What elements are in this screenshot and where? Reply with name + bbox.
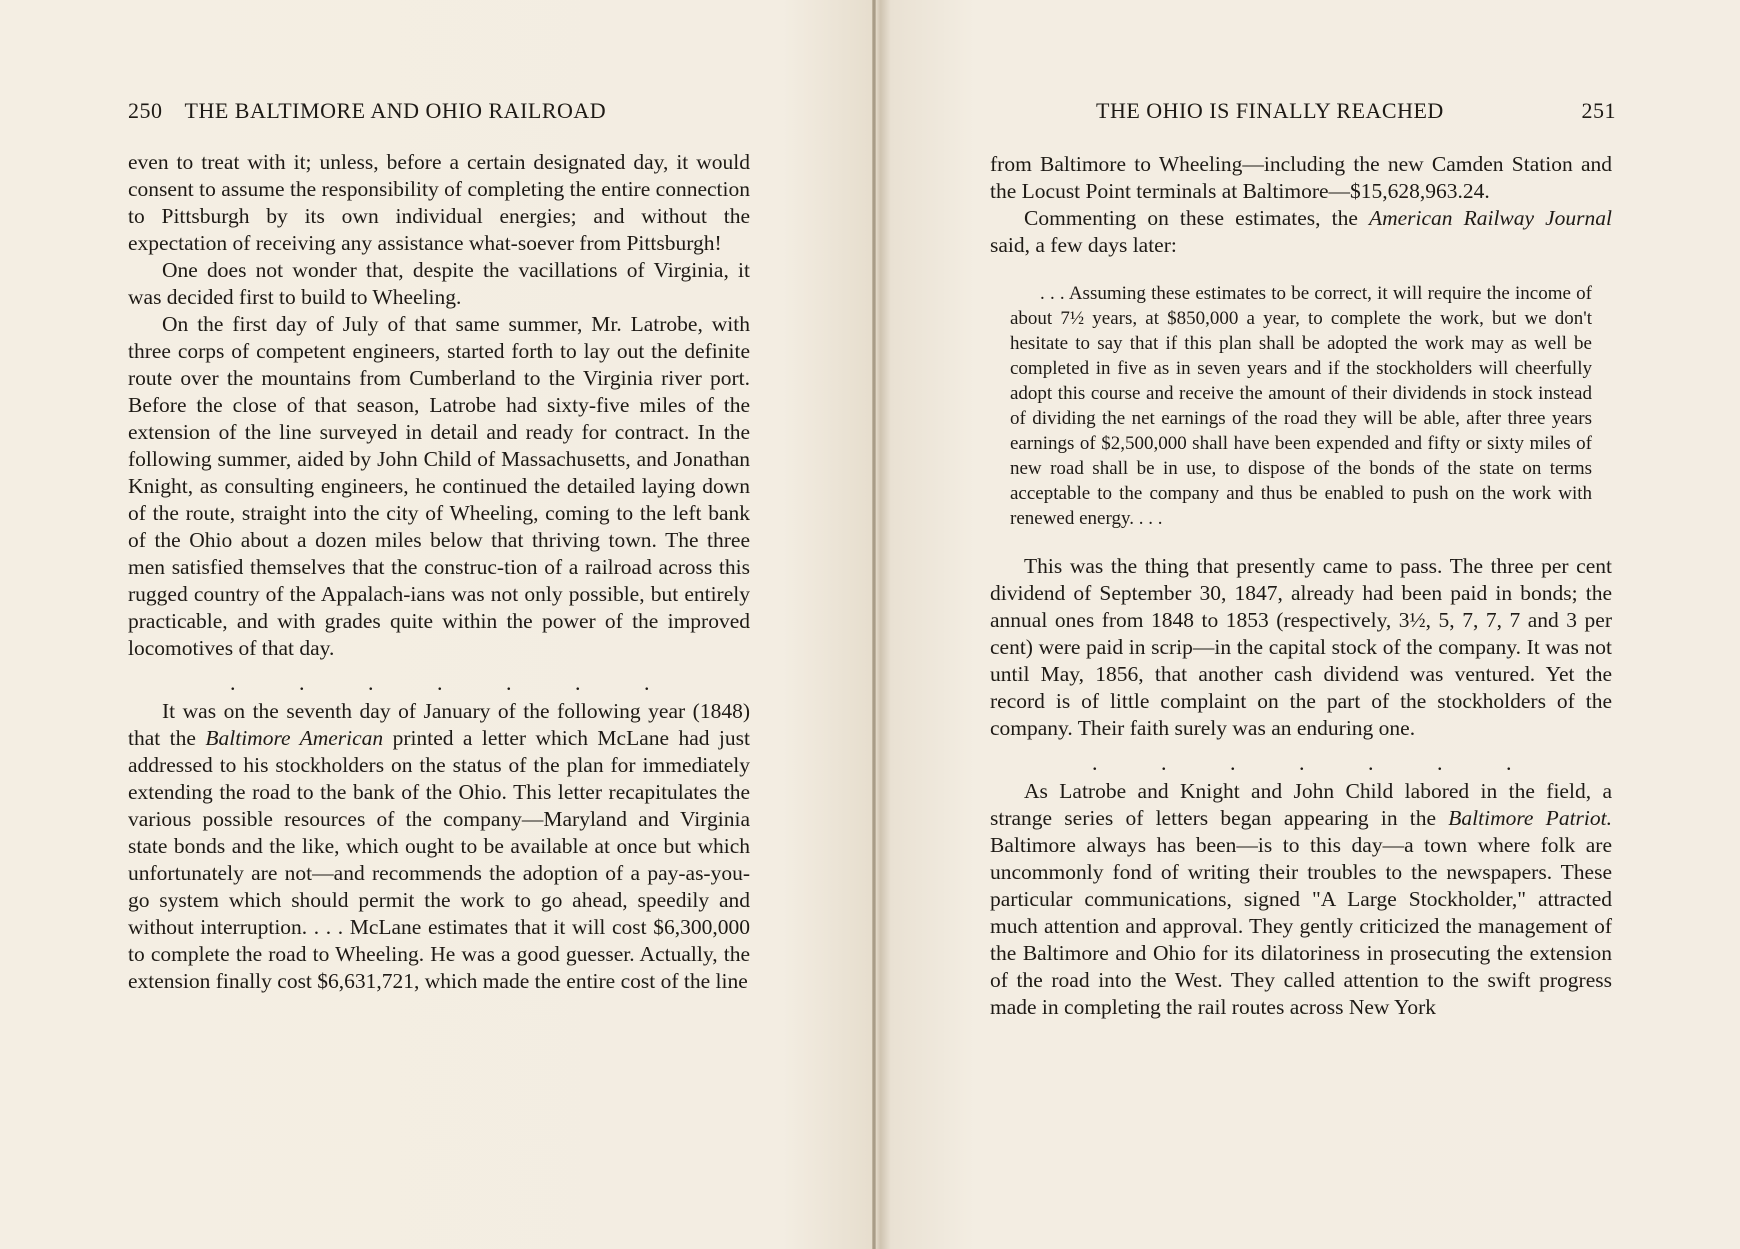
running-head-title-right: THE OHIO IS FINALLY REACHED xyxy=(1096,98,1444,123)
text-run: said, a few days later: xyxy=(990,233,1177,257)
dot: . xyxy=(1506,750,1512,775)
dot: . xyxy=(230,670,236,695)
paragraph xyxy=(128,698,750,995)
body-text-right xyxy=(990,151,1612,1021)
dot: . xyxy=(575,670,581,695)
dot: . xyxy=(506,670,512,695)
paragraph: On the first day of July of that same summer, Mr. Latrobe, with three corps of competent engineers, started forth to lay out the definite route over the mountains from Cumberland to the Virginia river port. Before the close of that season, Latrobe had sixty-five miles of the extension of the line surveyed in detail and ready for contract. In the following summer, aided by John Child of Massachusetts, and Jonathan Knight, as consulting engineers, he continued the detailed laying down of the route, straight into the city of Wheeling, coming to the left bank of the Ohio about a dozen miles below that thriving town. The three men satisfied themselves that the construc-tion of a railroad across this rugged country of the Appalach-ians was not only possible, but entirely practicable, and with grades quite within the power of the improved locomotives of that day. xyxy=(128,312,750,660)
dot: . xyxy=(1230,750,1236,775)
dot: . xyxy=(368,670,374,695)
dot: . xyxy=(1092,750,1098,775)
paragraph: This was the thing that presently came to pass. The three per cent dividend of September 30, 1847, already had been paid in bonds; the annual ones from 1848 to 1853 (respectively, 3½, 5, 7, 7, 7 and 3 per cent) were paid in scrip—in the capital stock of the company. It was not until May, 1856, that another cash dividend was ventured. Yet the record is of little complaint on the part of the stockholders of the company. Their faith surely was an enduring one. xyxy=(990,554,1612,740)
section-break-dots xyxy=(230,670,650,695)
paragraph: from Baltimore to Wheeling—including the new Camden Station and the Locust Point terminals at Baltimore—$15,628,963.24. xyxy=(990,152,1612,203)
dot: . xyxy=(437,670,443,695)
page-number-left: 250 xyxy=(128,98,163,123)
quote-text: . . . Assuming these estimates to be correct, it will require the income of about 7½ years, at $850,000 a year, to complete the work, but we don't hesitate to say that if this plan shall be adopted the work may as well be completed in five as in seven years and if the stockholders will cheerfully adopt this course and receive the amount of their dividends in stock instead of dividing the net earnings of the road they will be able, after three years earnings of $2,500,000 shall have been expended and fifty or sixty miles of new road shall be in use, to dispose of the bonds of the state on terms acceptable to the company and thus be enabled to push on the work with renewed energy. . . . xyxy=(1010,283,1592,529)
running-head-title-left: THE BALTIMORE AND OHIO RAILROAD xyxy=(184,98,607,123)
dot: . xyxy=(644,670,650,695)
paragraph: One does not wonder that, despite the vacillations of Virginia, it was decided first to build to Wheeling. xyxy=(128,258,750,309)
text-run: As Latrobe and Knight and John Child labored in the field, a strange series of letters began appearing in the xyxy=(990,779,1612,830)
newspaper-title: Baltimore American xyxy=(205,726,384,750)
running-head-right xyxy=(988,96,1616,126)
dot: . xyxy=(299,670,305,695)
paragraph: even to treat with it; unless, before a certain designated day, it would consent to assume the responsibility of completing the entire connection to Pittsburgh by its own individual energies; and without the expectation of receiving any assistance what-soever from Pittsburgh! xyxy=(128,150,750,255)
section-break-dots xyxy=(1092,750,1512,775)
journal-title: American Railway Journal xyxy=(1368,206,1612,230)
paragraph xyxy=(990,778,1612,1021)
dot: . xyxy=(1437,750,1443,775)
text-run: It was on the seventh day of January of the following year (1848) that the xyxy=(128,699,750,750)
right-page xyxy=(876,0,1740,1249)
newspaper-title: Baltimore Patriot. xyxy=(1448,806,1612,830)
running-head-left xyxy=(128,96,750,126)
dot: . xyxy=(1299,750,1305,775)
dot: . xyxy=(1368,750,1374,775)
paragraph xyxy=(990,205,1612,259)
text-run: printed a letter which McLane had just addressed to his stockholders on the status of the plan for immediately extending the road to the bank of the Ohio. This letter recapitulates the various possible resources of the company—Maryland and Virginia state bonds and the like, which ought to be available at once but which unfortunately are not—and recommends the adoption of a pay-as-you-go system which should permit the work to go ahead, speedily and without interruption. . . . McLane estimates that it will cost $6,300,000 to complete the road to Wheeling. He was a good guesser. Actually, the extension finally cost $6,631,721, which made the entire cost of the line xyxy=(128,726,750,993)
text-run: Commenting on these estimates, the xyxy=(1024,206,1369,230)
text-run: Baltimore always has been—is to this day—a town where folk are uncommonly fond of writing their troubles to the newspapers. These particular communications, signed "A Large Stockholder," attracted much attention and approval. They gently criticized the management of the Baltimore and Ohio for its dilatoriness in prosecuting the extension of the road into the West. They called attention to the swift progress made in completing the rail routes across New York xyxy=(990,833,1612,1019)
dot: . xyxy=(1161,750,1167,775)
body-text-left xyxy=(128,149,750,995)
page-number-right: 251 xyxy=(1581,98,1616,123)
block-quote xyxy=(1010,281,1592,531)
